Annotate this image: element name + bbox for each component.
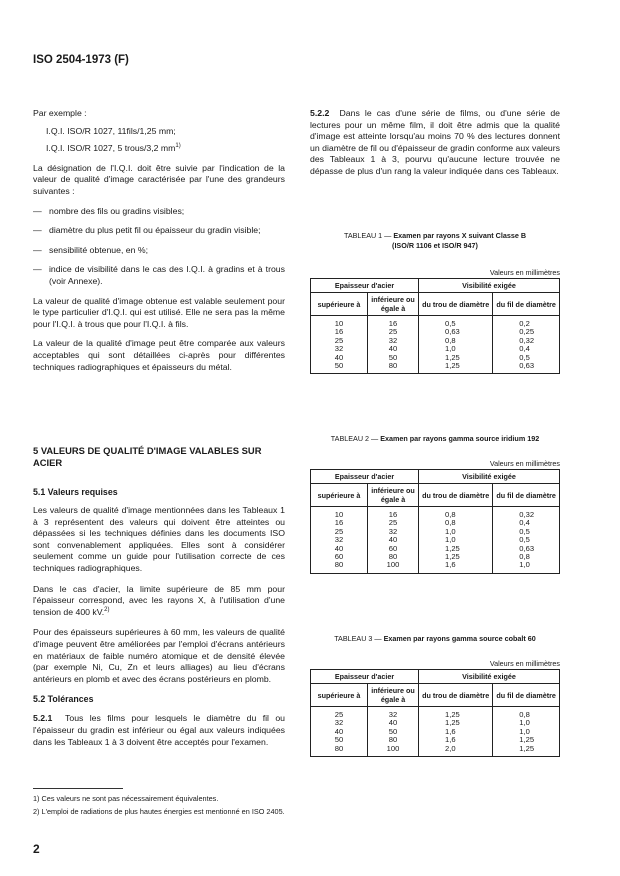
section-5-title: 5 VALEURS DE QUALITÉ D'IMAGE VALABLES SUR ACIER: [33, 445, 262, 468]
table-1-units: Valeurs en millimètres: [489, 268, 560, 277]
table-cell: 0,25: [493, 328, 560, 336]
table-cell: 1,0: [419, 528, 493, 536]
list-item: — diamètre du plus petit fil ou épaisseur du gradin visible;: [33, 225, 261, 236]
page-number: 2: [33, 842, 40, 856]
table-cell: 0,32: [493, 337, 560, 345]
section-5-2-1-number: 5.2.1: [33, 713, 53, 724]
section-5: [33, 445, 285, 748]
table-cell: 25: [368, 519, 419, 527]
left-column: [33, 108, 285, 373]
table-cell: 60: [368, 545, 419, 553]
table-cell: 16: [311, 519, 368, 527]
table-cell: 0,5: [493, 536, 560, 544]
table-cell: 25: [311, 337, 368, 345]
table-cell: 50: [311, 736, 368, 744]
section-5-2-2-paragraph: 5.2.2 Dans le cas d'une série de films, ou d'une série de lectures pour un même film, il doit être admis que la qualité d'image est atteinte lorsqu'au moins 70 % des lectures donnent un diamètre de fil ou d'épaisseur de gradin conforme aux valeurs des Tableaux 1 à 3, pourvu qu'aucune lecture trouvée ne dépasse de plus d'un rang la valeur indiquée dans ces Tableaux.: [310, 108, 560, 176]
table-1-caption: TABLEAU 1 — Examen par rayons X suivant Classe B: [343, 231, 527, 240]
example-intro: Par exemple :: [33, 108, 87, 118]
table-1-caption-line-2: (ISO/R 1106 et ISO/R 947): [392, 241, 478, 250]
header-thickness: Epaisseur d'acier: [311, 470, 419, 484]
header-thickness: Epaisseur d'acier: [311, 279, 419, 293]
table-row: [311, 362, 560, 374]
table-cell: 1,0: [493, 561, 560, 573]
table-cell: 1,25: [419, 719, 493, 727]
table-cell: 0,8: [419, 507, 493, 520]
table-cell: 80: [368, 736, 419, 744]
table-cell: 0,4: [493, 519, 560, 527]
table-cell: 80: [311, 561, 368, 573]
table-cell: 40: [368, 719, 419, 727]
table-cell: 50: [311, 362, 368, 374]
table-cell: 32: [368, 528, 419, 536]
table-cell: 100: [368, 745, 419, 757]
footnote-2: 2) L'emploi de radiations de plus hautes énergies est mentionné en ISO 2405.: [33, 807, 285, 816]
footnote-1: 1) Ces valeurs ne sont pas nécessairement équivalentes.: [33, 794, 219, 803]
footnote-ref-1: 1): [175, 143, 181, 150]
table-cell: 1,25: [419, 354, 493, 362]
header-visibility: Visibilité exigée: [419, 670, 560, 684]
table-cell: 1,25: [419, 707, 493, 720]
table-1-block: [310, 231, 560, 374]
table-cell: 1,6: [419, 561, 493, 573]
right-column: [310, 108, 560, 178]
table-header-row: [311, 470, 560, 484]
table-subheader-row: [311, 484, 560, 507]
table-cell: 1,25: [493, 745, 560, 757]
header-greater-than: supérieure à: [311, 293, 368, 316]
table-3-units: Valeurs en millimètres: [489, 659, 560, 668]
table-cell: 100: [368, 561, 419, 573]
table-cell: 32: [368, 707, 419, 720]
table-cell: 80: [368, 553, 419, 561]
table-cell: 0,5: [419, 316, 493, 329]
table-cell: 0,5: [493, 528, 560, 536]
table-cell: 16: [311, 328, 368, 336]
table-cell: 1,25: [419, 553, 493, 561]
table-cell: 25: [311, 528, 368, 536]
table-row: [311, 745, 560, 757]
section-5-2-1-paragraph: 5.2.1 Tous les films pour lesquels le diamètre du fil ou l'épaisseur du gradin est inférieur ou égal aux valeurs indiquées dans les Tableaux 1 à 3 doivent être acceptés pour l'examen.: [33, 713, 285, 747]
table-cell: 0,63: [419, 328, 493, 336]
section-5-1-paragraph-2: Dans le cas d'acier, la limite supérieure de 85 mm pour l'épaisseur correspond, avec les rayons X, à l'utilisation d'une tension de 400 kV.$^{2)}$: [33, 583, 285, 617]
footnote-separator: [33, 788, 123, 789]
table-2-caption: TABLEAU 2 — Examen par rayons gamma source iridium 192: [330, 434, 540, 443]
table-cell: 1,0: [493, 728, 560, 736]
table-subheader-row: [311, 684, 560, 707]
table-cell: 80: [368, 362, 419, 374]
table-cell: 32: [311, 345, 368, 353]
table-row: [311, 561, 560, 573]
table-2-units: Valeurs en millimètres: [489, 459, 560, 468]
table-cell: 0,8: [419, 519, 493, 527]
header-thickness: Epaisseur d'acier: [311, 670, 419, 684]
table-cell: 60: [311, 553, 368, 561]
table-cell: 2,0: [419, 745, 493, 757]
table-cell: 50: [368, 354, 419, 362]
section-5-1-paragraph-1: Les valeurs de qualité d'image mentionnées dans les Tableaux 1 à 3 représentent des valeurs qui doivent être atteintes ou dépassées si les techniques définies dans les documents ISO sont convenablement appliquées. Elles sont à considérer seulement comme un guide pour l'utilisation correcte de ces techniques radiographiques.: [33, 505, 285, 573]
table-subheader-row: [311, 293, 560, 316]
header-hole-diameter: du trou de diamètre: [419, 484, 493, 507]
table-cell: 80: [311, 745, 368, 757]
data-table-2: [310, 469, 560, 574]
header-less-or-equal: inférieure ou égale à: [368, 293, 419, 316]
table-cell: 40: [311, 354, 368, 362]
table-cell: 1,25: [419, 362, 493, 374]
table-3-block: [310, 634, 560, 757]
header-hole-diameter: du trou de diamètre: [419, 684, 493, 707]
table-cell: 0,32: [493, 507, 560, 520]
table-cell: 1,6: [419, 736, 493, 744]
table-cell: 0,63: [493, 545, 560, 553]
list-item: — nombre des fils ou gradins visibles;: [33, 205, 185, 216]
section-5-2-2-number: 5.2.2: [310, 108, 330, 118]
table-cell: 25: [311, 707, 368, 720]
section-5-2-title: 5.2 Tolérances: [33, 694, 94, 705]
table-cell: 1,0: [419, 345, 493, 353]
table-header-row: [311, 279, 560, 293]
header-less-or-equal: inférieure ou égale à: [368, 484, 419, 507]
table-cell: 16: [368, 507, 419, 520]
footnote-ref-2: 2): [104, 606, 110, 613]
table-cell: 10: [311, 507, 368, 520]
table-cell: 0,2: [493, 316, 560, 329]
data-table-3: [310, 669, 560, 757]
example-line-2: I.Q.I. ISO/R 1027, 5 trous/3,2 $mm^{1)}$: [46, 143, 181, 154]
table-cell: 0,8: [493, 707, 560, 720]
data-table-1: [310, 278, 560, 374]
table-cell: 50: [368, 728, 419, 736]
table-cell: 40: [311, 545, 368, 553]
header-wire-diameter: du fil de diamètre: [493, 484, 560, 507]
table-cell: 1,25: [493, 736, 560, 744]
table-cell: 0,63: [493, 362, 560, 374]
header-greater-than: supérieure à: [311, 684, 368, 707]
section-5-1-paragraph-3: Pour des épaisseurs supérieures à 60 mm, les valeurs de qualité d'image peuvent être améliorées par l'emploi d'écrans antérieurs en matériaux de faible numéro atomique et de densité élevée (par exemple Ni, Cu, Zn et leurs alliages) au lieu d'écrans antérieurs en plomb et avec des écrans postérieurs en plomb.: [33, 627, 285, 684]
header-less-or-equal: inférieure ou égale à: [368, 684, 419, 707]
table-cell: 10: [311, 316, 368, 329]
table-2-block: [310, 434, 560, 574]
section-5-1-title: 5.1 Valeurs requises: [33, 487, 118, 497]
table-cell: 0,8: [419, 337, 493, 345]
table-cell: 1,6: [419, 728, 493, 736]
table-cell: 32: [368, 337, 419, 345]
table-3-caption: TABLEAU 3 — Examen par rayons gamma source cobalt 60: [334, 634, 536, 643]
table-cell: 40: [368, 536, 419, 544]
header-hole-diameter: du trou de diamètre: [419, 293, 493, 316]
list-item: — sensibilité obtenue, en %;: [33, 244, 149, 255]
header-wire-diameter: du fil de diamètre: [493, 684, 560, 707]
document-id: ISO 2504-1973 (F): [33, 54, 129, 66]
table-cell: 0,4: [493, 345, 560, 353]
designation-paragraph: La désignation de l'I.Q.I. doit être suivie par l'indication de la valeur de qualité d'image caractérisée par l'une des grandeurs suivantes :: [33, 162, 285, 196]
table-cell: 0,5: [493, 354, 560, 362]
table-cell: 32: [311, 719, 368, 727]
table-cell: 1,0: [419, 536, 493, 544]
table-cell: 1,25: [419, 545, 493, 553]
table-cell: 40: [311, 728, 368, 736]
table-cell: 1,0: [493, 719, 560, 727]
table-cell: 32: [311, 536, 368, 544]
table-header-row: [311, 670, 560, 684]
example-line-1: I.Q.I. ISO/R 1027, 11fils/1,25 mm;: [46, 125, 176, 136]
table-cell: 40: [368, 345, 419, 353]
header-wire-diameter: du fil de diamètre: [493, 293, 560, 316]
table-cell: 16: [368, 316, 419, 329]
list-item: — indice de visibilité dans le cas des I.Q.I. à gradins et à trous (voir Annexe).: [33, 264, 285, 286]
header-visibility: Visibilité exigée: [419, 470, 560, 484]
validity-paragraph: La valeur de qualité d'image obtenue est valable seulement pour le type particulier d'I.Q.I. qui est utilisé. Elle ne sera pas la même pour l'I.Q.I. à trous que pour l'I.Q.I. à fils.: [33, 295, 285, 329]
table-cell: 0,8: [493, 553, 560, 561]
header-greater-than: supérieure à: [311, 484, 368, 507]
header-visibility: Visibilité exigée: [419, 279, 560, 293]
table-cell: 25: [368, 328, 419, 336]
comparison-paragraph: La valeur de la qualité d'image peut être comparée aux valeurs acceptables qui sont détaillées ci-après pour différentes techniques radiographiques et épaisseurs du métal.: [33, 338, 285, 372]
